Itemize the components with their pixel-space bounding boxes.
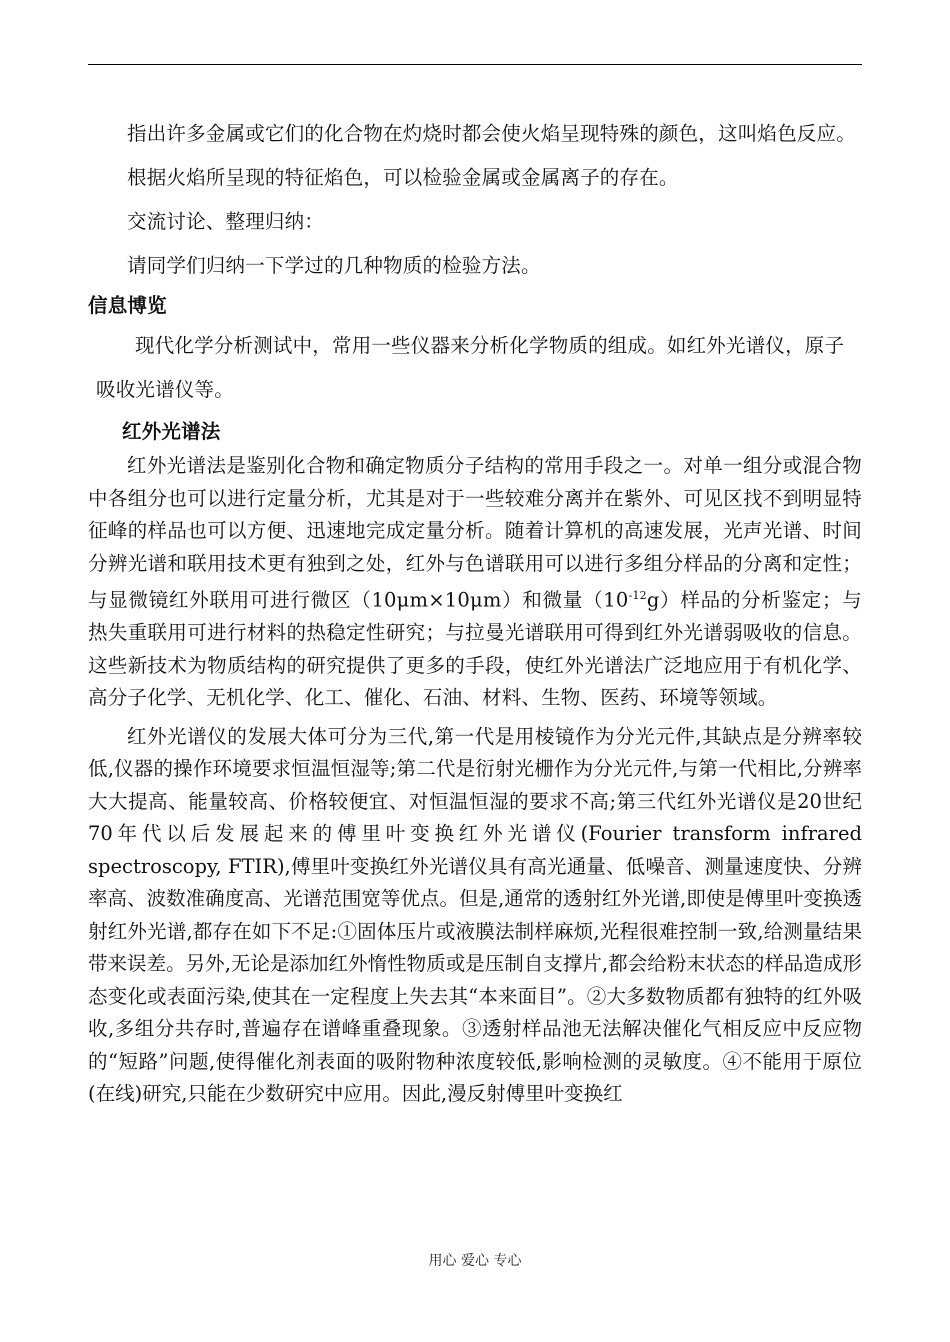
infrared-paragraph-1-part-b: g）样品的分析鉴定；与热失重联用可进行材料的热稳定性研究；与拉曼光谱联用可得到红外光谱弱吸收的信息。这些新技术为物质结构的研究提供了更多的手段，使红外光谱法广泛地应用于有机化学、高分子化学、无机化学、化工、催化、石油、材料、生物、医药、环境等领域。 — [88, 588, 863, 709]
subsection-heading: 红外光谱法 — [122, 420, 221, 443]
infrared-paragraph-1-part-a: 红外光谱法是鉴别化合物和确定物质分子结构的常用手段之一。对单一组分或混合物中各组分也可以进行定量分析，尤其是对于一些较难分离并在紫外、可见区找不到明显特征峰的样品也可以方便、迅速地完成定量分析。随着计算机的高速发展，光声光谱、时间分辨光谱和联用技术更有独到之处，红外与色谱联用可以进行多组分样品的分离和定性；与显微镜红外联用可进行微区（10μm×10μm）和微量（10 — [88, 454, 862, 612]
paragraph-discussion: 交流讨论、整理归纳： — [127, 210, 325, 233]
exponent: -12 — [628, 589, 647, 602]
section-heading: 信息博览 — [88, 294, 167, 317]
document-body — [88, 112, 862, 1111]
header-rule — [88, 64, 862, 65]
paragraph-flame-reaction: 指出许多金属或它们的化合物在灼烧时都会使火焰呈现特殊的颜色，这叫焰色反应。 — [127, 122, 856, 145]
infrared-paragraph-1 — [88, 450, 862, 715]
paragraph-summary-prompt: 请同学们归纳一下学过的几种物质的检验方法。 — [127, 254, 541, 277]
infrared-paragraph-2: 红外光谱仪的发展大体可分为三代,第一代是用棱镜作为分光元件,其缺点是分辨率较低,仪器的操作环境要求恒温恒湿等;第二代是衍射光栅作为分光元件,与第一代相比,分辨率大大提高、能量较高、价格较便宜、对恒温恒湿的要求不高;第三代红外光谱仪是20世纪70年代以后发展起来的傅里叶变换红外光谱仪(Fourier transform infrared spectroscopy, FTIR),傅里叶变换红外光谱仪具有高光通量、低噪音、测量速度快、分辨率高、波数准确度高、光谱范围宽等优点。但是,通常的透射红外光谱,即使是傅里叶变换透射红外光谱,都存在如下不足:①固体压片或液膜法制样麻烦,光程很难控制一致,给测量结果带来误差。另外,无论是添加红外惰性物质或是压制自支撑片,都会给粉末状态的样品造成形态变化或表面污染,使其在一定程度上失去其“本来面目”。②大多数物质都有独特的红外吸收,多组分共存时,普遍存在谱峰重叠现象。③透射样品池无法解决催化气相反应中反应物的“短路”问题,使得催化剂表面的吸附物种浓度较低,影响检测的灵敏度。④不能用于原位(在线)研究,只能在少数研究中应用。因此,漫反射傅里叶变换红 — [88, 724, 862, 1105]
paragraph-flame-color-test: 根据火焰所呈现的特征焰色，可以检验金属或金属离子的存在。 — [127, 166, 679, 189]
section-intro: 现代化学分析测试中，常用一些仪器来分析化学物质的组成。如红外光谱仪，原子吸收光谱仪等。 — [96, 334, 845, 401]
page-footer: 用心 爱心 专心 — [428, 1253, 522, 1269]
